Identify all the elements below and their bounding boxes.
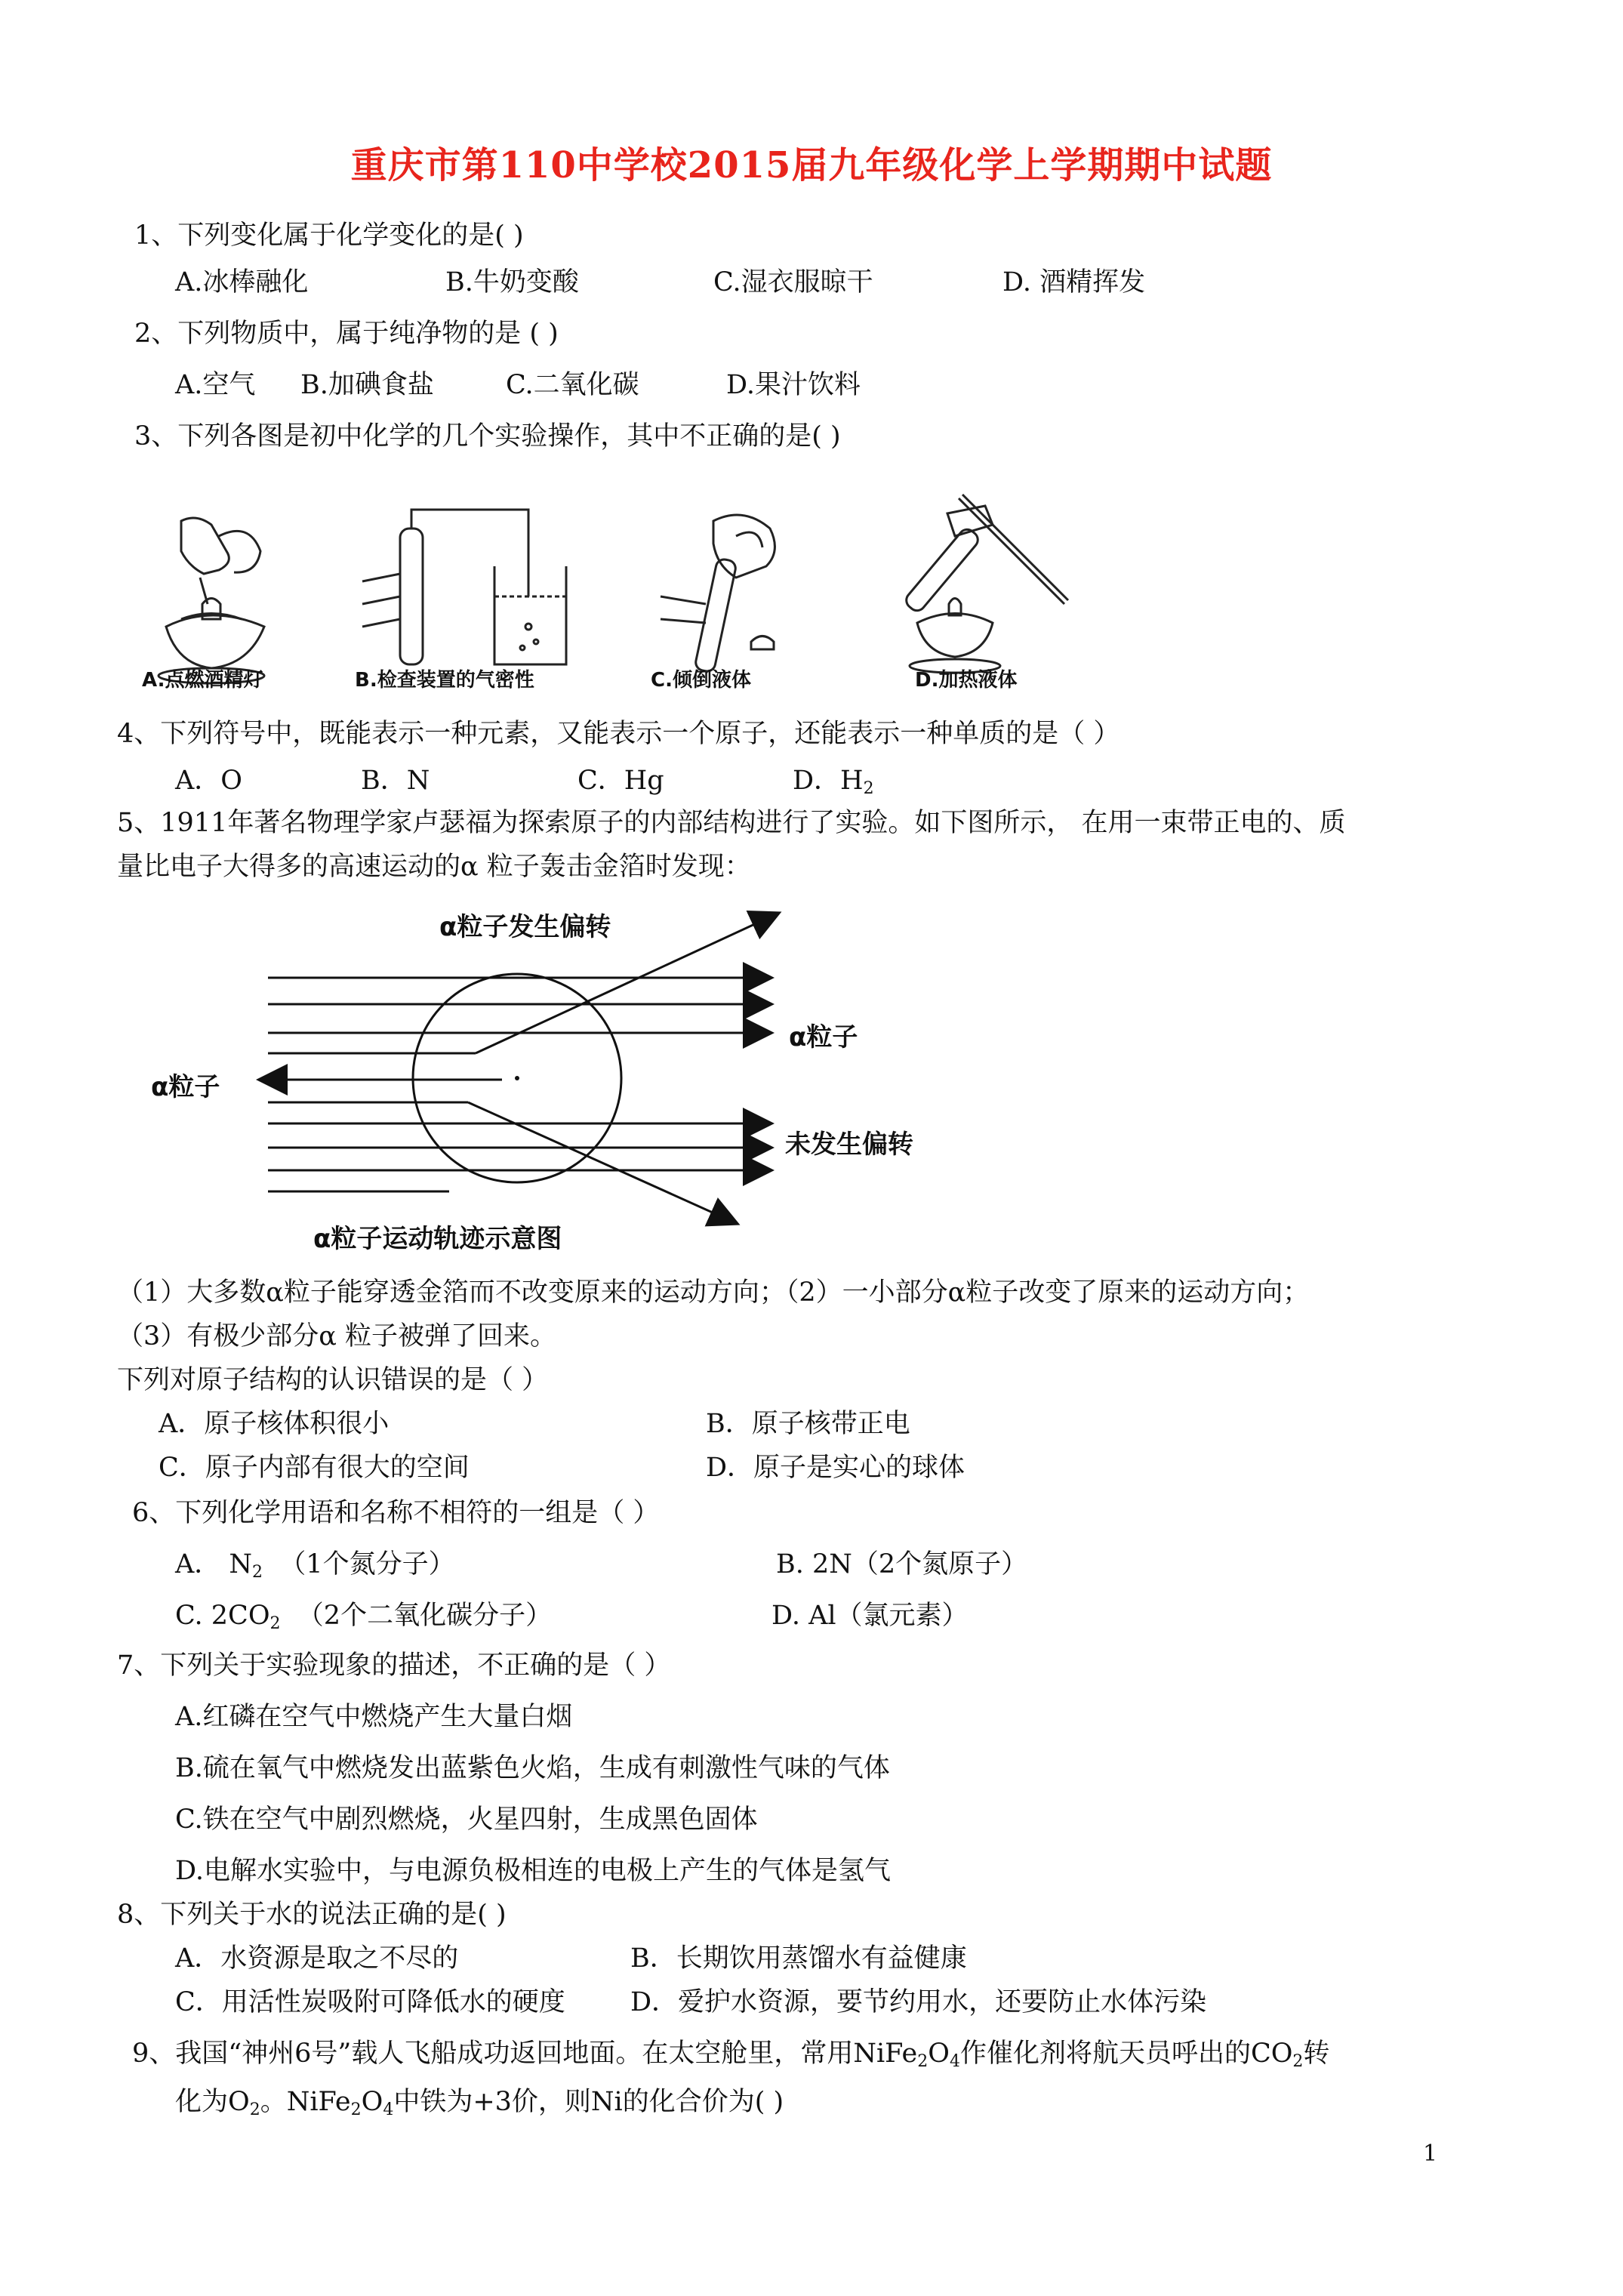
question-3-stem: 3、下列各图是初中化学的几个实验操作，其中不正确的是( )	[134, 421, 841, 451]
figure-d-heating-liquid	[887, 491, 1076, 680]
q1-option-a: A.冰棒融化	[175, 267, 309, 297]
figure-c-pouring-liquid	[638, 491, 812, 680]
q4-option-d: D．$H_2$	[793, 766, 874, 798]
figure-b-caption: B.检查装置的气密性	[355, 669, 534, 692]
q5-option-b: B．原子核带正电	[706, 1409, 910, 1439]
label-alpha-right: α粒子	[789, 1022, 858, 1052]
q7-option-d: D.电解水实验中，与电源负极相连的电极上产生的气体是氢气	[175, 1856, 891, 1886]
q8-option-c: C．用活性炭吸附可降低水的硬度	[175, 1987, 565, 2017]
q2-option-c: C.二氧化碳	[506, 370, 639, 400]
question-8-stem: 8、下列关于水的说法正确的是( )	[117, 1900, 507, 1930]
q7-option-a: A.红磷在空气中燃烧产生大量白烟	[175, 1702, 573, 1732]
question-2-stem: 2、下列物质中，属于纯净物的是 ( )	[134, 319, 559, 349]
question-7-stem: 7、下列关于实验现象的描述，不正确的是（ ）	[117, 1650, 671, 1681]
q1-option-c: C.湿衣服晾干	[713, 267, 873, 297]
figure-c-caption: C.倾倒液体	[651, 669, 751, 692]
figure-b-airtightness	[355, 498, 581, 680]
q6-option-c: C. $2CO_2$ （2个二氧化碳分子）	[175, 1601, 553, 1633]
q2-option-d: D.果汁饮料	[726, 370, 861, 400]
figure-a-caption: A.点燃酒精灯	[142, 669, 263, 692]
q6-option-a: A． $N_2$ （1个氮分子）	[175, 1549, 455, 1582]
q4-option-c: C．Hg	[577, 766, 664, 796]
q2-option-a: A.空气	[175, 370, 256, 400]
label-not-deflected: 未发生偏转	[785, 1130, 913, 1160]
q7-option-c: C.铁在空气中剧烈燃烧，火星四射，生成黑色固体	[175, 1804, 758, 1835]
figure-caption-trajectory: α粒子运动轨迹示意图	[313, 1224, 562, 1254]
q5-observation-2: （3）有极少部分α 粒子被弹了回来。	[117, 1321, 557, 1351]
q5-option-c: C．原子内部有很大的空间	[159, 1453, 470, 1483]
question-9-line-2: 化为$O_2$。$NiFe_2O_4$中铁为+3价，则Ni的化合价为( )	[175, 2087, 784, 2119]
question-5-line-1: 5、1911年著名物理学家卢瑟福为探索原子的内部结构进行了实验。如下图所示， 在用一束带正电的、质	[117, 808, 1346, 838]
question-9-line-1: 9、我国“神州6号”载人飞船成功返回地面。在太空舱里，常用$NiFe_2O_4$作催化剂将航天员呼出的$CO_2$转	[132, 2039, 1330, 2071]
q8-option-a: A．水资源是取之不尽的	[175, 1943, 459, 1974]
label-deflected: α粒子发生偏转	[439, 912, 611, 942]
q5-observation-1: （1）大多数α粒子能穿透金箔而不改变原来的运动方向；（2）一小部分α粒子改变了原来的运动方向；	[117, 1277, 1310, 1308]
q2-option-b: B.加碘食盐	[300, 370, 434, 400]
q5-stem: 下列对原子结构的认识错误的是（ ）	[117, 1365, 549, 1395]
label-alpha-left: α粒子	[151, 1072, 220, 1102]
figure-d-caption: D.加热液体	[915, 669, 1018, 692]
q1-option-d: D. 酒精挥发	[1002, 267, 1146, 297]
q4-option-a: A．O	[175, 766, 242, 796]
q8-option-b: B．长期饮用蒸馏水有益健康	[630, 1943, 967, 1974]
q8-option-d: D．爱护水资源，要节约用水，还要防止水体污染	[630, 1987, 1207, 2017]
question-6-stem: 6、下列化学用语和名称不相符的一组是（ ）	[132, 1498, 660, 1528]
page-number: 1	[1423, 2140, 1438, 2167]
question-5-line-2: 量比电子大得多的高速运动的α 粒子轰击金箔时发现：	[117, 852, 751, 882]
q5-option-a: A．原子核体积很小	[159, 1409, 390, 1439]
q5-option-d: D．原子是实心的球体	[706, 1453, 965, 1483]
page-title: 重庆市第110中学校2015届九年级化学上学期期中试题	[350, 144, 1273, 186]
q6-option-d: D. Al（氯元素）	[771, 1601, 969, 1631]
q6-option-b: B. 2N（2个氮原子）	[776, 1549, 1028, 1579]
question-1-stem: 1、下列变化属于化学变化的是( )	[134, 220, 524, 251]
q4-option-b: B．N	[361, 766, 430, 796]
q1-option-b: B.牛奶变酸	[445, 267, 579, 297]
q7-option-b: B.硫在氧气中燃烧发出蓝紫色火焰，生成有刺激性气味的气体	[175, 1753, 890, 1783]
question-4-stem: 4、下列符号中，既能表示一种元素，又能表示一个原子，还能表示一种单质的是（ ）	[117, 719, 1120, 749]
figure-a-lighting-lamp	[136, 506, 294, 687]
